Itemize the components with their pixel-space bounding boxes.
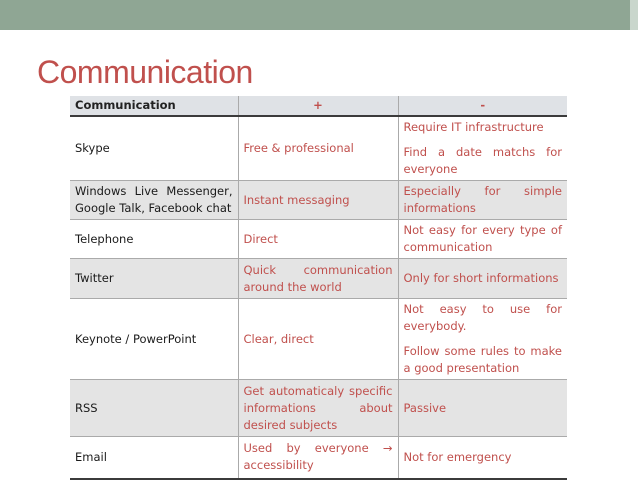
header-communication: Communication [70, 96, 238, 116]
con-cell [398, 116, 567, 181]
tool-cell: Skype [70, 116, 238, 181]
table-row-telephone [70, 220, 567, 259]
con-line: Not easy to use for everybody. [403, 302, 562, 333]
con-cell: Not easy for every type of communication [398, 220, 567, 259]
pro-cell: Quick communication around the world [238, 259, 398, 299]
header-minus: - [398, 96, 567, 116]
con-line: Follow some rules to make a good presentation [403, 344, 562, 375]
tool-cell: Keynote / PowerPoint [70, 299, 238, 380]
table-row-messenger [70, 181, 567, 220]
pro-cell: Used by everyone → accessibility [238, 437, 398, 479]
con-line: Require IT infrastructure [403, 120, 544, 134]
slide-title: Communication [37, 54, 253, 90]
con-line: Find a date matchs for everyone [403, 145, 562, 176]
table-row-email [70, 437, 567, 479]
table-row-keynote [70, 299, 567, 380]
pro-cell: Free & professional [238, 116, 398, 181]
tool-cell: Twitter [70, 259, 238, 299]
table-row-rss [70, 380, 567, 437]
pro-cell: Direct [238, 220, 398, 259]
con-cell [398, 299, 567, 380]
pro-cell: Instant messaging [238, 181, 398, 220]
table-row-twitter [70, 259, 567, 299]
pro-cell: Clear, direct [238, 299, 398, 380]
con-cell: Especially for simple informations [398, 181, 567, 220]
communication-table [70, 96, 567, 480]
top-banner-accent [630, 0, 638, 30]
con-cell: Only for short informations [398, 259, 567, 299]
tool-cell: Telephone [70, 220, 238, 259]
pro-cell: Get automaticaly specific informations about desired subjects [238, 380, 398, 437]
con-cell: Passive [398, 380, 567, 437]
table-row-skype [70, 116, 567, 181]
tool-cell: Email [70, 437, 238, 479]
tool-cell: RSS [70, 380, 238, 437]
table-header-row [70, 96, 567, 116]
tool-cell: Windows Live Messenger, Google Talk, Facebook chat [70, 181, 238, 220]
header-plus: + [238, 96, 398, 116]
top-banner [0, 0, 638, 30]
con-cell: Not for emergency [398, 437, 567, 479]
